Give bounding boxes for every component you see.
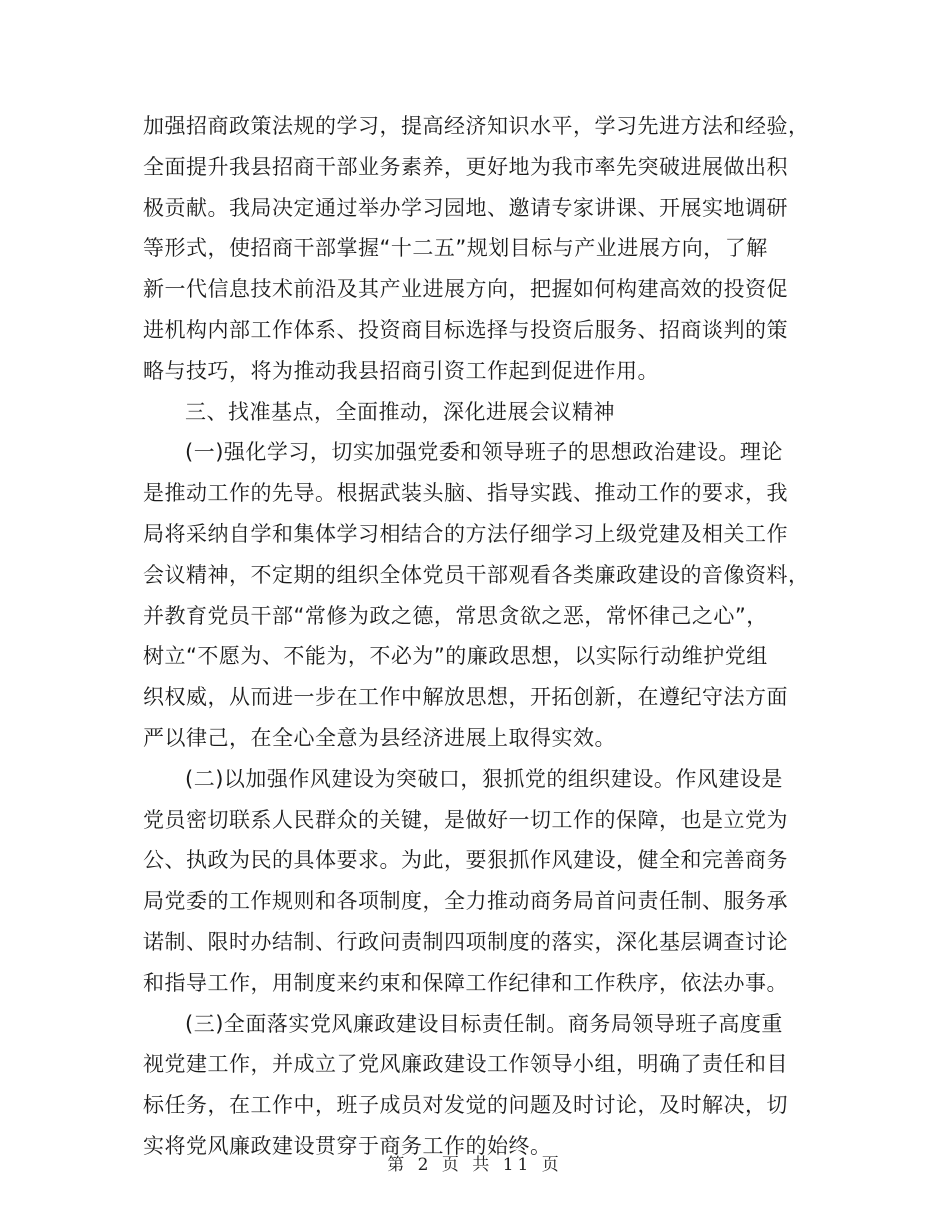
text-line: 局党委的工作规则和各项制度，全力推动商务局首问责任制、服务承 [143, 889, 788, 914]
text-line: 三、找准基点，全面推动，深化进展会议精神 [185, 399, 615, 424]
document-body [143, 106, 815, 1167]
text-line: (二)以加强作风建设为突破口，狠抓党的组织建设。作风建设是 [185, 766, 783, 791]
text-line: 极贡献。我局决定通过举办学习园地、邀请专家讲课、开展实地调研 [143, 195, 788, 220]
text-line: 严以律己，在全心全意为县经济进展上取得实效。 [143, 725, 616, 750]
text-line: 公、执政为民的具体要求。为此，要狠抓作风建设，健全和完善商务 [143, 848, 788, 873]
text-line: 是推动工作的先导。根据武装头脑、指导实践、推动工作的要求，我 [143, 481, 788, 506]
text-line: 加强招商政策法规的学习，提高经济知识水平，学习先进方法和经验， [143, 114, 810, 138]
text-line: 视党建工作，并成立了党风廉政建设工作领导小组，明确了责任和目 [143, 1052, 788, 1077]
text-line: 进机构内部工作体系、投资商目标选择与投资后服务、招商谈判的策 [143, 317, 788, 342]
text-line: 并教育党员干部“常修为政之德，常思贪欲之恶，常怀律己之心”， [143, 603, 768, 628]
text-line: 全面提升我县招商干部业务素养，更好地为我市率先突破进展做出积 [143, 154, 788, 179]
text-line: 树立“不愿为、不能为，不必为”的廉政思想，以实际行动维护党组 [143, 644, 768, 669]
text-line: 等形式，使招商干部掌握“十二五”规划目标与产业进展方向，了解 [143, 236, 768, 261]
text-line: 实将党风廉政建设贯穿于商务工作的始终。 [143, 1133, 552, 1158]
text-line: (三)全面落实党风廉政建设目标责任制。商务局领导班子高度重 [185, 1011, 783, 1036]
text-line: 会议精神，不定期的组织全体党员干部观看各类廉政建设的音像资料， [143, 562, 810, 587]
text-line: 局将采纳自学和集体学习相结合的方法仔细学习上级党建及相关工作 [143, 521, 788, 546]
text-line: 诺制、限时办结制、行政问责制四项制度的落实，深化基层调查讨论 [143, 929, 788, 954]
text-line: 新一代信息技术前沿及其产业进展方向，把握如何构建高效的投资促 [143, 277, 788, 302]
page-number-footer: 第 2 页 共 11 页 [387, 1155, 563, 1175]
text-line: 党员密切联系人民群众的关键，是做好一切工作的保障，也是立党为 [143, 807, 788, 832]
text-line: 标任务，在工作中，班子成员对发觉的问题及时讨论，及时解决，切 [143, 1093, 788, 1118]
text-line: 织权威，从而进一步在工作中解放思想，开拓创新，在遵纪守法方面 [143, 685, 788, 710]
text-line: 略与技巧，将为推动我县招商引资工作起到促进作用。 [143, 358, 659, 383]
text-line: 和指导工作，用制度来约束和保障工作纪律和工作秩序，依法办事。 [143, 970, 788, 995]
text-line: (一)强化学习，切实加强党委和领导班子的思想政治建设。理论 [185, 440, 783, 465]
